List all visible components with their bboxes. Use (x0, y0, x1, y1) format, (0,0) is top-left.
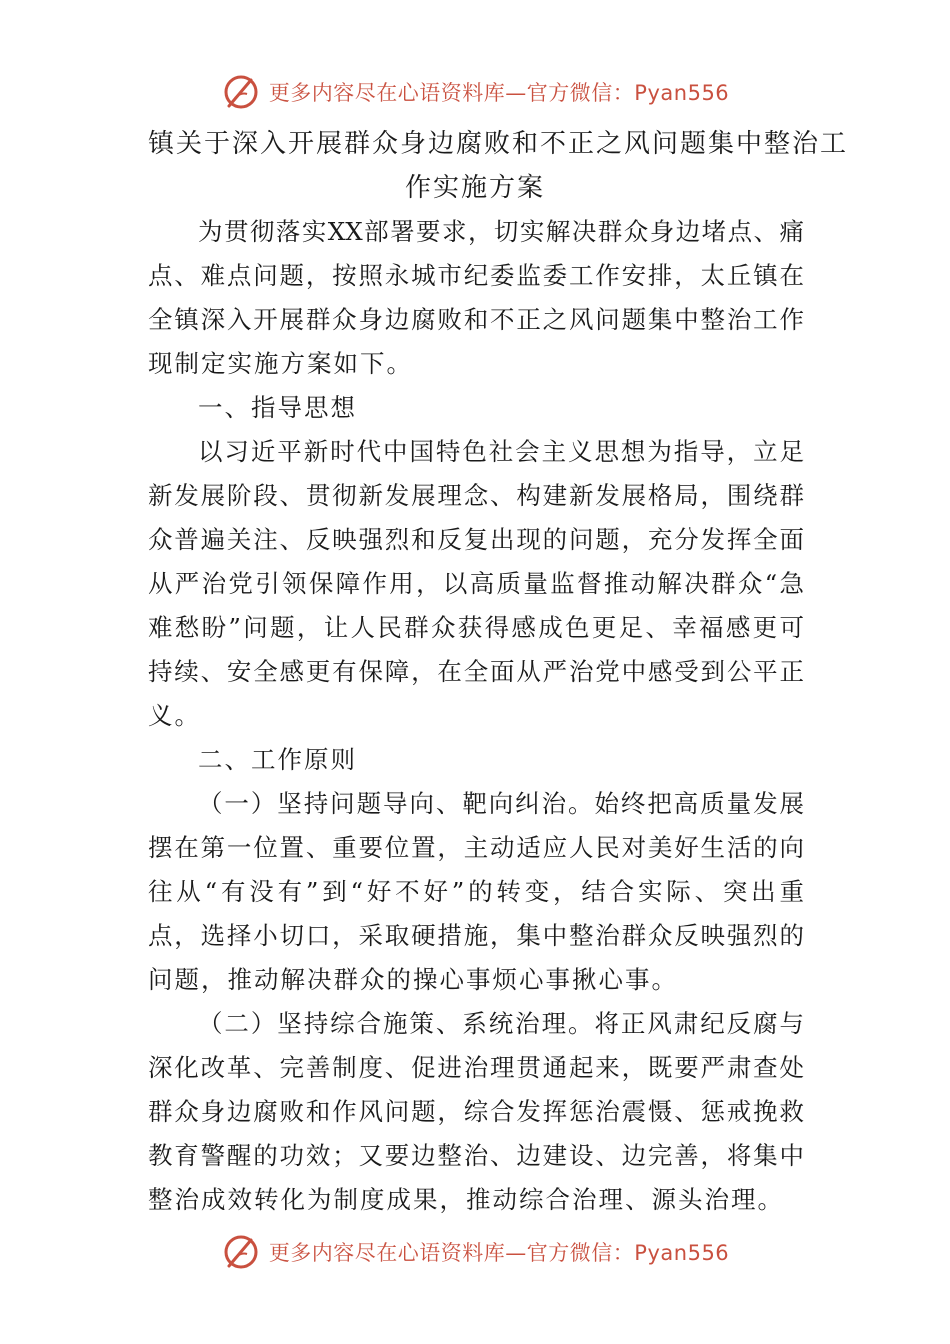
body-line: 深化改革、完善制度、促进治理贯通起来，既要严肃查处 (148, 1053, 804, 1082)
body-line: （二）坚持综合施策、系统治理。将正风肃纪反腐与 (198, 1009, 804, 1038)
body-line: （一）坚持问题导向、靶向纠治。始终把高质量发展 (198, 789, 804, 818)
document-title-line-1: 镇关于深入开展群众身边腐败和不正之风问题集中整治工 (148, 129, 849, 159)
body-line: 义。 (148, 701, 201, 730)
watermark-text: 更多内容尽在心语资料库—官方微信：Pyan556 (268, 1241, 730, 1265)
body-line: 众普遍关注、反映强烈和反复出现的问题，充分发挥全面 (148, 525, 804, 554)
watermark-footer (0, 1230, 950, 1274)
pen-logo-icon (221, 1232, 261, 1272)
watermark-text: 更多内容尽在心语资料库—官方微信：Pyan556 (268, 81, 730, 105)
body-line: 整治成效转化为制度成果，推动综合治理、源头治理。 (148, 1185, 784, 1214)
section-heading: 二、工作原则 (198, 745, 357, 774)
body-line: 点，选择小切口，采取硬措施，集中整治群众反映强烈的 (148, 921, 804, 950)
body-line: 摆在第一位置、重要位置，主动适应人民对美好生活的向 (148, 833, 804, 862)
pen-logo-icon (221, 72, 261, 112)
body-line: 持续、安全感更有保障，在全面从严治党中感受到公平正 (148, 657, 804, 686)
body-line: 为贯彻落实XX部署要求，切实解决群众身边堵点、痛 (198, 217, 804, 246)
body-line: 全镇深入开展群众身边腐败和不正之风问题集中整治工作 (148, 305, 804, 334)
body-line: 点、难点问题，按照永城市纪委监委工作安排，太丘镇在 (148, 261, 804, 290)
body-line: 从严治党引领保障作用，以高质量监督推动解决群众“急 (148, 569, 804, 598)
body-line: 问题，推动解决群众的操心事烦心事揪心事。 (148, 965, 678, 994)
section-heading: 一、指导思想 (198, 393, 357, 422)
body-line: 难愁盼”问题，让人民群众获得感成色更足、幸福感更可 (148, 613, 804, 642)
body-line: 往从“有没有”到“好不好”的转变，结合实际、突出重 (148, 877, 804, 906)
body-line: 新发展阶段、贯彻新发展理念、构建新发展格局，围绕群 (148, 481, 804, 510)
body-line: 教育警醒的功效；又要边整治、边建设、边完善，将集中 (148, 1141, 804, 1170)
document-title-line-2: 作实施方案 (404, 173, 545, 203)
body-line: 以习近平新时代中国特色社会主义思想为指导，立足 (198, 437, 804, 466)
watermark-header (0, 70, 950, 114)
body-line: 群众身边腐败和作风问题，综合发挥惩治震慑、惩戒挽救 (148, 1097, 804, 1126)
body-line: 现制定实施方案如下。 (148, 349, 413, 378)
